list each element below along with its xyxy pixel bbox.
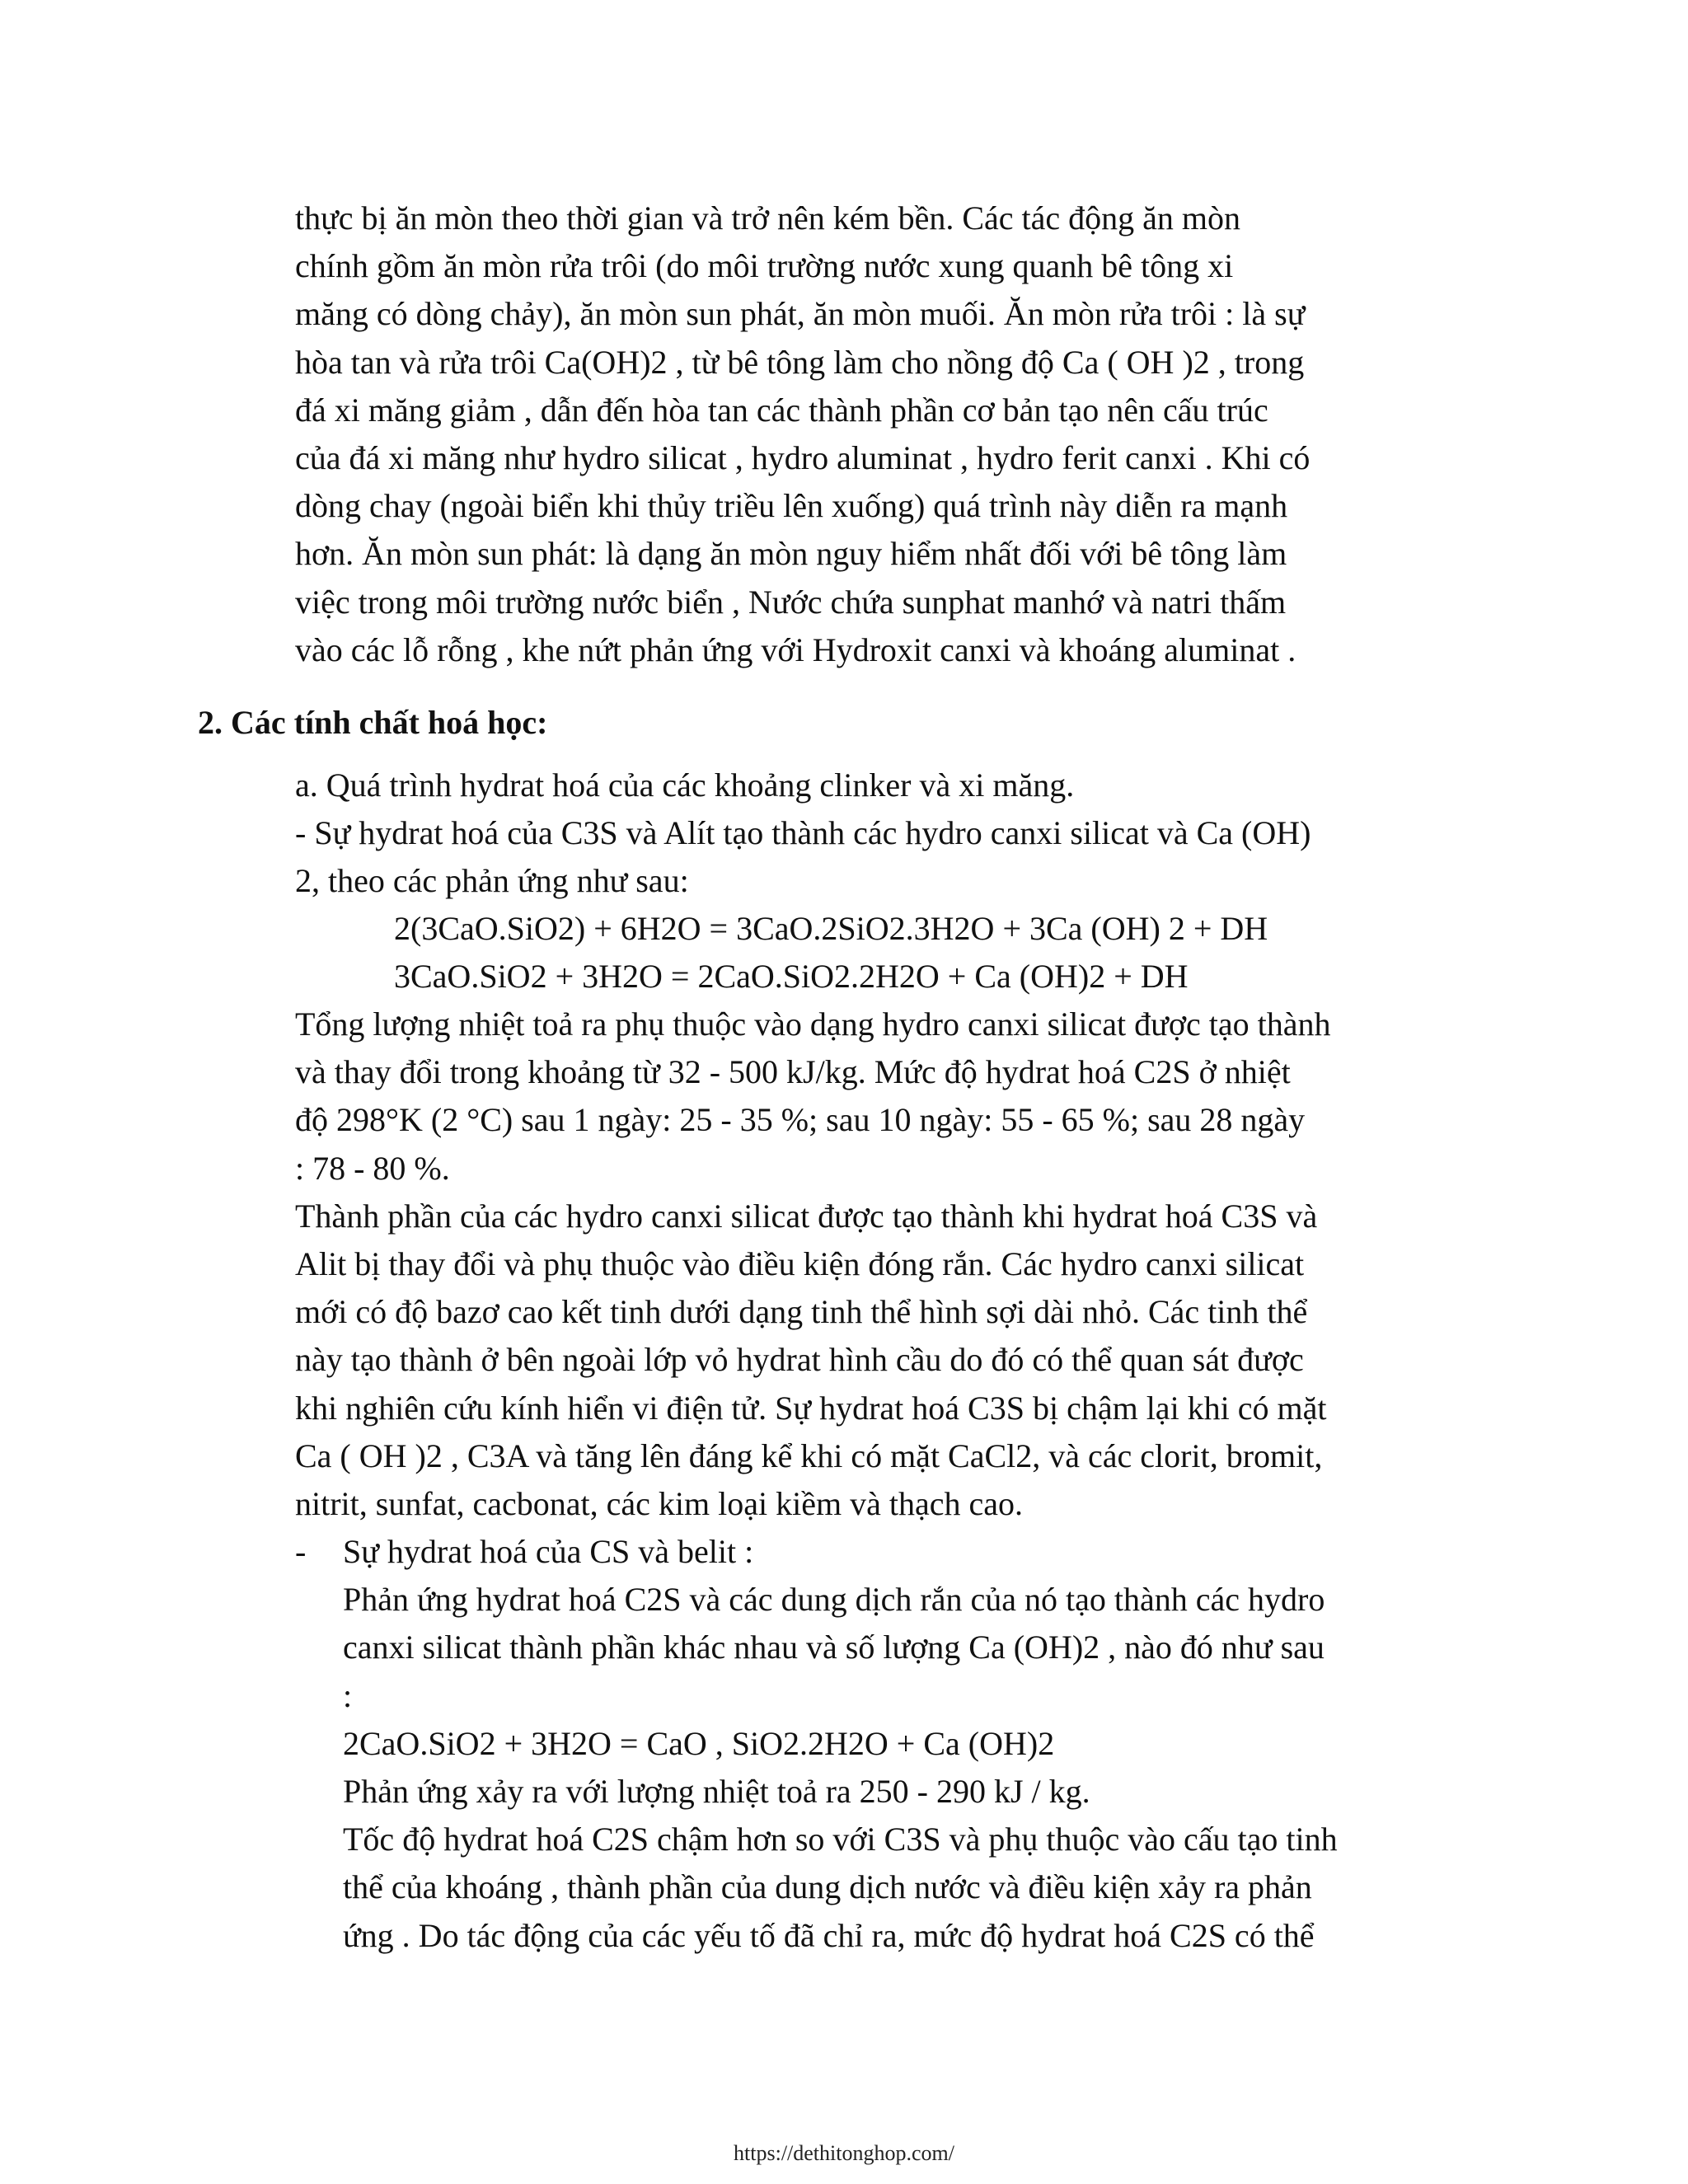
text-line: chính gồm ăn mòn rửa trôi (do môi trường nước xung quanh bê tông xi — [295, 247, 1234, 285]
section-heading: 2. Các tính chất hoá học: — [198, 704, 548, 741]
equation-line: 2(3CaO.SiO2) + 6H2O = 3CaO.2SiO2.3H2O + 3Ca (OH) 2 + DH — [394, 910, 1268, 947]
text-line: Ca ( OH )2 , C3A và tăng lên đáng kể khi có mặt CaCl2, và các clorit, bromit, — [295, 1436, 1323, 1474]
text-line: này tạo thành ở bên ngoài lớp vỏ hydrat hình cầu do đó có thể quan sát được — [295, 1341, 1304, 1379]
section-b-paragraph — [295, 1001, 1330, 1528]
text-line: vào các lỗ rỗng , khe nứt phản ứng với Hydroxit canxi và khoáng aluminat . — [295, 630, 1296, 668]
text-line: : — [343, 1676, 353, 1714]
text-line: nitrit, sunfat, cacbonat, các kim loại kiềm và thạch cao. — [295, 1484, 1023, 1522]
text-line: canxi silicat thành phần khác nhau và số lượng Ca (OH)2 , nào đó như sau — [343, 1629, 1325, 1666]
intro-paragraph — [295, 194, 1310, 674]
text-line: Phản ứng xảy ra với lượng nhiệt toả ra 250 - 290 kJ / kg. — [343, 1772, 1090, 1810]
text-line: đá xi măng giảm , dẫn đến hòa tan các thành phần cơ bản tạo nên cấu trúc — [295, 391, 1268, 429]
bullet-dash: - — [295, 1533, 307, 1570]
text-line: Tổng lượng nhiệt toả ra phụ thuộc vào dạng hydro canxi silicat được tạo thành — [295, 1005, 1331, 1043]
section-c-paragraph — [343, 1528, 1338, 1960]
text-line: thực bị ăn mòn theo thời gian và trở nên kém bền. Các tác động ăn mòn — [295, 199, 1241, 237]
text-line: ứng . Do tác động của các yếu tố đã chỉ ra, mức độ hydrat hoá C2S có thể — [343, 1916, 1315, 1954]
text-line: : 78 - 80 %. — [295, 1149, 450, 1187]
footer-url: https://dethitonghop.com/ — [734, 2141, 954, 2165]
text-line: thể của khoáng , thành phần của dung dịch nước và điều kiện xảy ra phản — [343, 1868, 1312, 1906]
text-line: mới có độ bazơ cao kết tinh dưới dạng tinh thể hình sợi dài nhỏ. Các tinh thể — [295, 1293, 1308, 1331]
text-line: - Sự hydrat hoá của C3S và Alít tạo thành các hydro canxi silicat và Ca (OH) — [295, 814, 1311, 852]
text-line: của đá xi măng như hydro silicat , hydro aluminat , hydro ferit canxi . Khi có — [295, 438, 1311, 476]
text-line: Phản ứng hydrat hoá C2S và các dung dịch rắn của nó tạo thành các hydro — [343, 1581, 1325, 1619]
text-line: Alit bị thay đổi và phụ thuộc vào điều kiện đóng rắn. Các hydro canxi silicat — [295, 1244, 1305, 1282]
text-line: hòa tan và rửa trôi Ca(OH)2 , từ bê tông làm cho nồng độ Ca ( OH )2 , trong — [295, 343, 1305, 381]
equations-block — [394, 905, 1268, 1001]
text-line: 2, theo các phản ứng như sau: — [295, 862, 689, 900]
equation-line: 2CaO.SiO2 + 3H2O = CaO , SiO2.2H2O + Ca (OH)2 — [343, 1724, 1055, 1762]
text-line: Thành phần của các hydro canxi silicat được tạo thành khi hydrat hoá C3S và — [295, 1197, 1318, 1235]
text-line: hơn. Ăn mòn sun phát: là dạng ăn mòn nguy hiểm nhất đối với bê tông làm — [295, 535, 1287, 573]
text-line: a. Quá trình hydrat hoá của các khoảng clinker và xi măng. — [295, 766, 1075, 804]
section-a-paragraph — [295, 762, 1311, 906]
text-line: dòng chay (ngoài biển khi thủy triều lên xuống) quá trình này diễn ra mạnh — [295, 487, 1288, 525]
text-line: Sự hydrat hoá của CS và belit : — [343, 1533, 754, 1570]
text-line: độ 298°K (2 °C) sau 1 ngày: 25 - 35 %; sau 10 ngày: 55 - 65 %; sau 28 ngày — [295, 1101, 1306, 1139]
text-line: măng có dòng chảy), ăn mòn sun phát, ăn mòn muối. Ăn mòn rửa trôi : là sự — [295, 295, 1306, 333]
text-line: và thay đổi trong khoảng từ 32 - 500 kJ/kg. Mức độ hydrat hoá C2S ở nhiệt — [295, 1053, 1291, 1091]
equation-line: 3CaO.SiO2 + 3H2O = 2CaO.SiO2.2H2O + Ca (OH)2 + DH — [394, 958, 1189, 996]
text-line: khi nghiên cứu kính hiển vi điện tử. Sự hydrat hoá C3S bị chậm lại khi có mặt — [295, 1389, 1327, 1427]
text-line: Tốc độ hydrat hoá C2S chậm hơn so với C3S và phụ thuộc vào cấu tạo tinh — [343, 1821, 1338, 1858]
text-line: việc trong môi trường nước biển , Nước chứa sunphat manhớ và natri thấm — [295, 583, 1287, 621]
